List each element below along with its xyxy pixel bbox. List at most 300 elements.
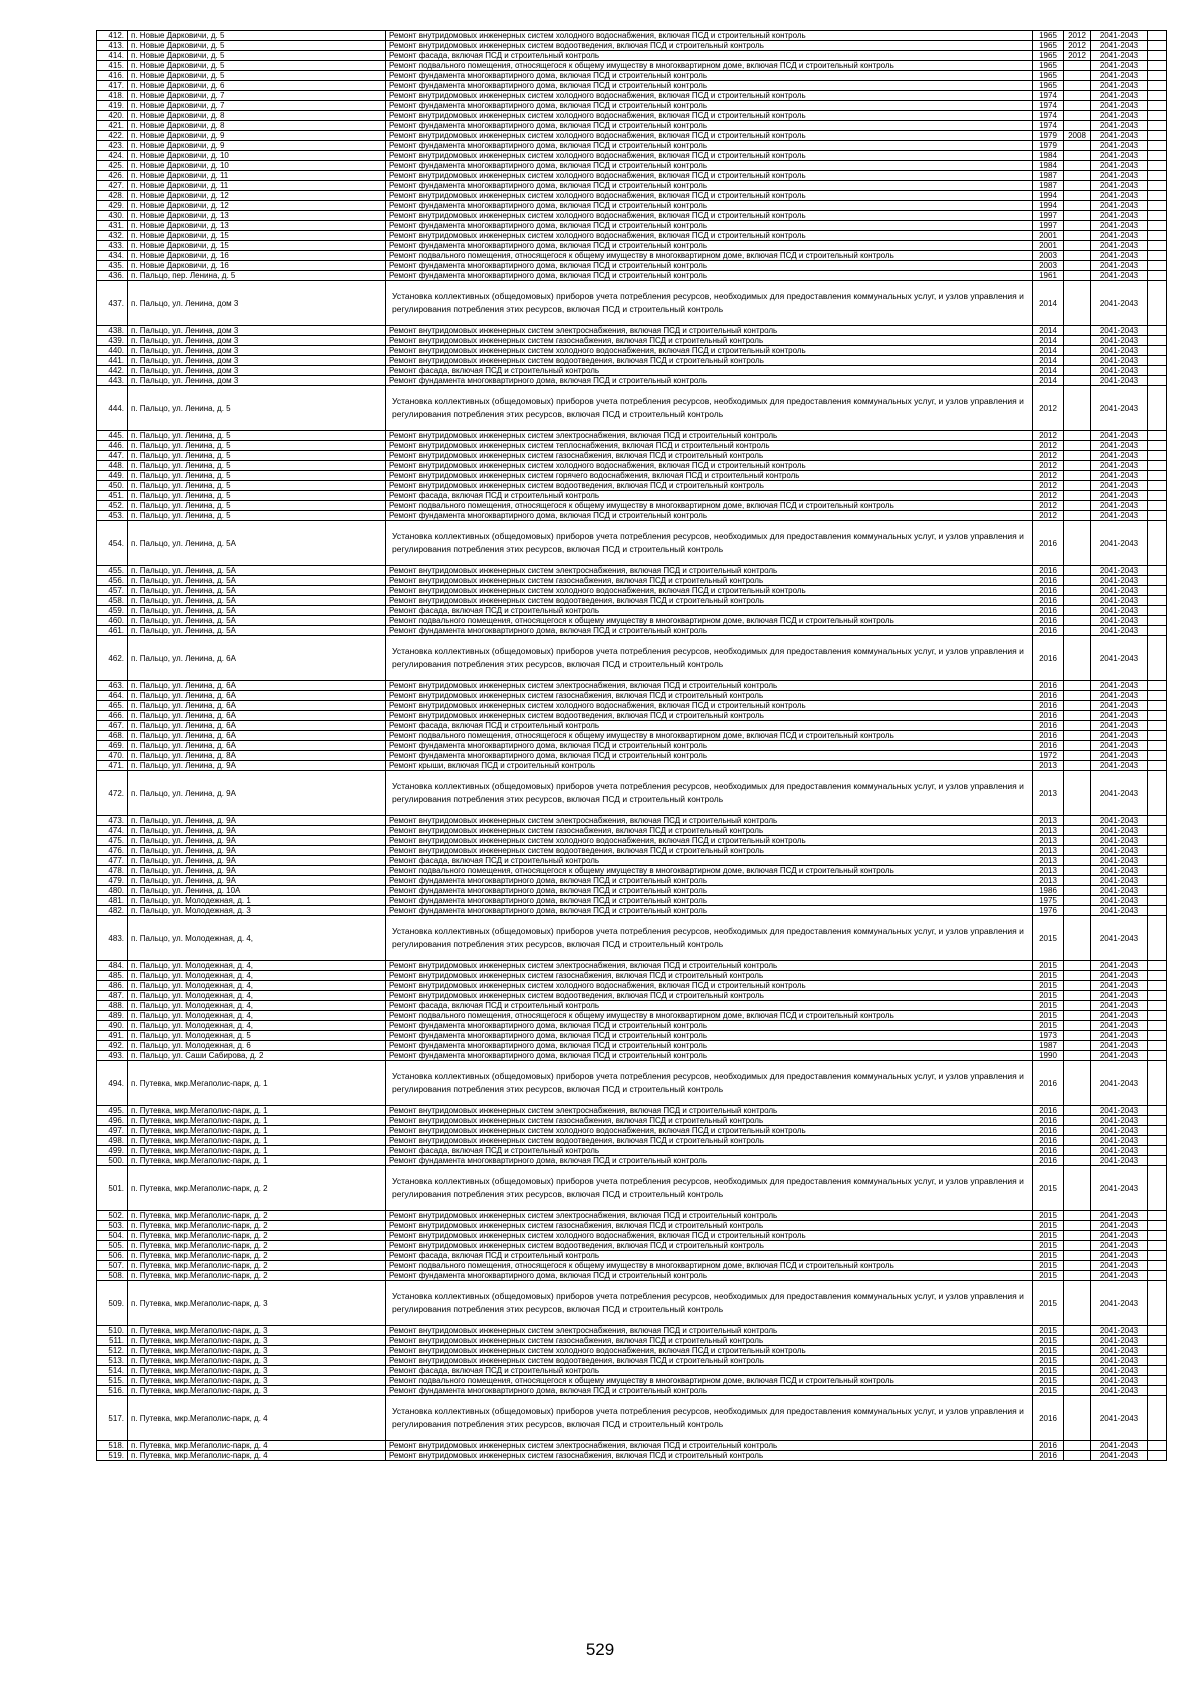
row-number-cell: 455.: [97, 566, 128, 576]
planned-period-cell: 2041-2043: [1091, 441, 1148, 451]
planned-period-cell: 2041-2043: [1091, 596, 1148, 606]
planned-period-cell: 2041-2043: [1091, 81, 1148, 91]
address-cell: п. Путевка, мкр.Мегаполис-парк, д. 2: [128, 1231, 386, 1241]
table-row: [97, 971, 1167, 981]
work-type-cell: Ремонт внутридомовых инженерных систем холодного водоснабжения, включая ПСД и строительный контроль: [386, 171, 1033, 181]
row-number-cell: 448.: [97, 461, 128, 471]
row-number-cell: 495.: [97, 1106, 128, 1116]
last-repair-year-cell: [1064, 101, 1091, 111]
empty-cell: [1148, 491, 1167, 501]
planned-period-cell: 2041-2043: [1091, 211, 1148, 221]
row-number-cell: 493.: [97, 1051, 128, 1061]
work-type-cell: Ремонт внутридомовых инженерных систем газоснабжения, включая ПСД и строительный контроль: [386, 1221, 1033, 1231]
build-year-cell: 2016: [1033, 1156, 1064, 1166]
table-row: [97, 636, 1167, 681]
last-repair-year-cell: [1064, 61, 1091, 71]
last-repair-year-cell: 2008: [1064, 131, 1091, 141]
address-cell: п. Пальцо, ул. Ленина, д. 5А: [128, 596, 386, 606]
planned-period-cell: 2041-2043: [1091, 241, 1148, 251]
last-repair-year-cell: [1064, 711, 1091, 721]
table-row: [97, 1261, 1167, 1271]
address-cell: п. Пальцо, ул. Ленина, дом 3: [128, 336, 386, 346]
work-type-cell: Установка коллективных (общедомовых) приборов учета потребления ресурсов, необходимых для предоставления коммунальных услуг, и узлов управления и регулирования потребления этих ресурсов, включая ПСД и строительный контроль: [386, 521, 1033, 566]
last-repair-year-cell: [1064, 1146, 1091, 1156]
address-cell: п. Пальцо, ул. Ленина, дом 3: [128, 356, 386, 366]
last-repair-year-cell: [1064, 1221, 1091, 1231]
work-type-cell: Ремонт фундамента многоквартирного дома, включая ПСД и строительный контроль: [386, 376, 1033, 386]
work-type-cell: Ремонт фундамента многоквартирного дома, включая ПСД и строительный контроль: [386, 876, 1033, 886]
row-number-cell: 505.: [97, 1241, 128, 1251]
work-type-cell: Ремонт подвального помещения, относящегося к общему имуществу в многоквартирном доме, включая ПСД и строительный контроль: [386, 866, 1033, 876]
address-cell: п. Пальцо, ул. Ленина, д. 5: [128, 461, 386, 471]
table-row: [97, 1346, 1167, 1356]
last-repair-year-cell: [1064, 1031, 1091, 1041]
table-row: [97, 51, 1167, 61]
address-cell: п. Новые Дарковичи, д. 8: [128, 121, 386, 131]
table-row: [97, 491, 1167, 501]
planned-period-cell: 2041-2043: [1091, 1041, 1148, 1051]
table-row: [97, 461, 1167, 471]
address-cell: п. Новые Дарковичи, д. 7: [128, 91, 386, 101]
last-repair-year-cell: [1064, 586, 1091, 596]
empty-cell: [1148, 906, 1167, 916]
last-repair-year-cell: [1064, 971, 1091, 981]
planned-period-cell: 2041-2043: [1091, 1106, 1148, 1116]
address-cell: п. Пальцо, ул. Ленина, дом 3: [128, 366, 386, 376]
planned-period-cell: 2041-2043: [1091, 346, 1148, 356]
planned-period-cell: 2041-2043: [1091, 181, 1148, 191]
last-repair-year-cell: [1064, 1166, 1091, 1211]
build-year-cell: 2015: [1033, 1261, 1064, 1271]
table-row: [97, 866, 1167, 876]
row-number-cell: 497.: [97, 1126, 128, 1136]
table-row: [97, 731, 1167, 741]
planned-period-cell: 2041-2043: [1091, 51, 1148, 61]
work-type-cell: Ремонт внутридомовых инженерных систем теплоснабжения, включая ПСД и строительный контроль: [386, 441, 1033, 451]
last-repair-year-cell: [1064, 151, 1091, 161]
row-number-cell: 436.: [97, 271, 128, 281]
row-number-cell: 486.: [97, 981, 128, 991]
address-cell: п. Путевка, мкр.Мегаполис-парк, д. 2: [128, 1211, 386, 1221]
planned-period-cell: 2041-2043: [1091, 741, 1148, 751]
address-cell: п. Пальцо, ул. Ленина, д. 9А: [128, 876, 386, 886]
address-cell: п. Новые Дарковичи, д. 16: [128, 261, 386, 271]
last-repair-year-cell: [1064, 596, 1091, 606]
build-year-cell: 2001: [1033, 231, 1064, 241]
build-year-cell: 1987: [1033, 1041, 1064, 1051]
build-year-cell: 2016: [1033, 521, 1064, 566]
last-repair-year-cell: [1064, 366, 1091, 376]
row-number-cell: 510.: [97, 1326, 128, 1336]
empty-cell: [1148, 711, 1167, 721]
empty-cell: [1148, 1031, 1167, 1041]
build-year-cell: 2016: [1033, 731, 1064, 741]
planned-period-cell: 2041-2043: [1091, 916, 1148, 961]
address-cell: п. Путевка, мкр.Мегаполис-парк, д. 1: [128, 1061, 386, 1106]
address-cell: п. Новые Дарковичи, д. 7: [128, 101, 386, 111]
work-type-cell: Ремонт внутридомовых инженерных систем холодного водоснабжения, включая ПСД и строительный контроль: [386, 1346, 1033, 1356]
work-type-cell: Ремонт внутридомовых инженерных систем холодного водоснабжения, включая ПСД и строительный контроль: [386, 111, 1033, 121]
planned-period-cell: 2041-2043: [1091, 481, 1148, 491]
address-cell: п. Путевка, мкр.Мегаполис-парк, д. 1: [128, 1126, 386, 1136]
empty-cell: [1148, 1231, 1167, 1241]
work-type-cell: Ремонт внутридомовых инженерных систем водоотведения, включая ПСД и строительный контроль: [386, 1241, 1033, 1251]
row-number-cell: 478.: [97, 866, 128, 876]
table-row: [97, 91, 1167, 101]
row-number-cell: 506.: [97, 1251, 128, 1261]
last-repair-year-cell: 2012: [1064, 51, 1091, 61]
last-repair-year-cell: [1064, 1356, 1091, 1366]
table-row: [97, 916, 1167, 961]
row-number-cell: 472.: [97, 771, 128, 816]
planned-period-cell: 2041-2043: [1091, 491, 1148, 501]
address-cell: п. Пальцо, ул. Молодежная, д. 5: [128, 1031, 386, 1041]
address-cell: п. Путевка, мкр.Мегаполис-парк, д. 3: [128, 1346, 386, 1356]
address-cell: п. Пальцо, ул. Ленина, д. 9А: [128, 761, 386, 771]
build-year-cell: 2016: [1033, 1136, 1064, 1146]
row-number-cell: 464.: [97, 691, 128, 701]
empty-cell: [1148, 241, 1167, 251]
address-cell: п. Новые Дарковичи, д. 15: [128, 241, 386, 251]
work-type-cell: Ремонт подвального помещения, относящегося к общему имуществу в многоквартирном доме, включая ПСД и строительный контроль: [386, 731, 1033, 741]
planned-period-cell: 2041-2043: [1091, 1376, 1148, 1386]
table-row: [97, 1126, 1167, 1136]
table-row: [97, 501, 1167, 511]
empty-cell: [1148, 916, 1167, 961]
empty-cell: [1148, 1166, 1167, 1211]
row-number-cell: 468.: [97, 731, 128, 741]
row-number-cell: 449.: [97, 471, 128, 481]
build-year-cell: 2016: [1033, 636, 1064, 681]
address-cell: п. Пальцо, ул. Ленина, д. 5: [128, 481, 386, 491]
last-repair-year-cell: [1064, 751, 1091, 761]
address-cell: п. Путевка, мкр.Мегаполис-парк, д. 3: [128, 1376, 386, 1386]
planned-period-cell: 2041-2043: [1091, 31, 1148, 41]
address-cell: п. Путевка, мкр.Мегаполис-парк, д. 2: [128, 1221, 386, 1231]
empty-cell: [1148, 836, 1167, 846]
table-row: [97, 1051, 1167, 1061]
last-repair-year-cell: [1064, 856, 1091, 866]
build-year-cell: 1965: [1033, 41, 1064, 51]
table-row: [97, 691, 1167, 701]
build-year-cell: 1974: [1033, 111, 1064, 121]
build-year-cell: 2015: [1033, 1011, 1064, 1021]
address-cell: п. Пальцо, ул. Ленина, д. 6А: [128, 636, 386, 681]
planned-period-cell: 2041-2043: [1091, 1326, 1148, 1336]
table-row: [97, 1251, 1167, 1261]
last-repair-year-cell: [1064, 356, 1091, 366]
last-repair-year-cell: [1064, 681, 1091, 691]
table-row: [97, 961, 1167, 971]
row-number-cell: 430.: [97, 211, 128, 221]
table-row: [97, 906, 1167, 916]
build-year-cell: 2003: [1033, 251, 1064, 261]
planned-period-cell: 2041-2043: [1091, 636, 1148, 681]
table-row: [97, 1386, 1167, 1396]
work-type-cell: Ремонт фундамента многоквартирного дома, включая ПСД и строительный контроль: [386, 1021, 1033, 1031]
empty-cell: [1148, 386, 1167, 431]
last-repair-year-cell: [1064, 451, 1091, 461]
table-row: [97, 121, 1167, 131]
row-number-cell: 427.: [97, 181, 128, 191]
last-repair-year-cell: [1064, 886, 1091, 896]
address-cell: п. Путевка, мкр.Мегаполис-парк, д. 3: [128, 1336, 386, 1346]
row-number-cell: 475.: [97, 836, 128, 846]
work-type-cell: Установка коллективных (общедомовых) приборов учета потребления ресурсов, необходимых для предоставления коммунальных услуг, и узлов управления и регулирования потребления этих ресурсов, включая ПСД и строительный контроль: [386, 636, 1033, 681]
address-cell: п. Пальцо, ул. Ленина, д. 9А: [128, 866, 386, 876]
address-cell: п. Пальцо, ул. Ленина, д. 5А: [128, 586, 386, 596]
work-type-cell: Ремонт фундамента многоквартирного дома, включая ПСД и строительный контроль: [386, 626, 1033, 636]
build-year-cell: 2015: [1033, 1356, 1064, 1366]
last-repair-year-cell: [1064, 1366, 1091, 1376]
work-type-cell: Ремонт внутридомовых инженерных систем холодного водоснабжения, включая ПСД и строительный контроль: [386, 1126, 1033, 1136]
address-cell: п. Путевка, мкр.Мегаполис-парк, д. 1: [128, 1146, 386, 1156]
planned-period-cell: 2041-2043: [1091, 41, 1148, 51]
table-body: [97, 31, 1167, 1461]
row-number-cell: 416.: [97, 71, 128, 81]
empty-cell: [1148, 1356, 1167, 1366]
work-type-cell: Ремонт фундамента многоквартирного дома, включая ПСД и строительный контроль: [386, 141, 1033, 151]
planned-period-cell: 2041-2043: [1091, 151, 1148, 161]
last-repair-year-cell: [1064, 1326, 1091, 1336]
table-row: [97, 326, 1167, 336]
address-cell: п. Новые Дарковичи, д. 9: [128, 131, 386, 141]
planned-period-cell: 2041-2043: [1091, 876, 1148, 886]
row-number-cell: 452.: [97, 501, 128, 511]
empty-cell: [1148, 816, 1167, 826]
address-cell: п. Пальцо, ул. Молодежная, д. 4,: [128, 1021, 386, 1031]
address-cell: п. Пальцо, ул. Ленина, д. 5: [128, 431, 386, 441]
build-year-cell: 2013: [1033, 771, 1064, 816]
work-type-cell: Ремонт фундамента многоквартирного дома, включая ПСД и строительный контроль: [386, 1051, 1033, 1061]
work-type-cell: Ремонт внутридомовых инженерных систем водоотведения, включая ПСД и строительный контроль: [386, 356, 1033, 366]
table-row: [97, 761, 1167, 771]
row-number-cell: 469.: [97, 741, 128, 751]
work-type-cell: Ремонт фасада, включая ПСД и строительный контроль: [386, 366, 1033, 376]
last-repair-year-cell: [1064, 1106, 1091, 1116]
table-row: [97, 1211, 1167, 1221]
work-type-cell: Ремонт фасада, включая ПСД и строительный контроль: [386, 1146, 1033, 1156]
build-year-cell: 2013: [1033, 876, 1064, 886]
last-repair-year-cell: [1064, 241, 1091, 251]
last-repair-year-cell: [1064, 1281, 1091, 1326]
table-row: [97, 606, 1167, 616]
row-number-cell: 489.: [97, 1011, 128, 1021]
build-year-cell: 2012: [1033, 461, 1064, 471]
build-year-cell: 2016: [1033, 1106, 1064, 1116]
table-row: [97, 1041, 1167, 1051]
table-row: [97, 171, 1167, 181]
planned-period-cell: 2041-2043: [1091, 606, 1148, 616]
planned-period-cell: 2041-2043: [1091, 616, 1148, 626]
planned-period-cell: 2041-2043: [1091, 1451, 1148, 1461]
work-type-cell: Установка коллективных (общедомовых) приборов учета потребления ресурсов, необходимых для предоставления коммунальных услуг, и узлов управления и регулирования потребления этих ресурсов, включая ПСД и строительный контроль: [386, 1166, 1033, 1211]
table-row: [97, 771, 1167, 816]
last-repair-year-cell: [1064, 1156, 1091, 1166]
planned-period-cell: 2041-2043: [1091, 846, 1148, 856]
build-year-cell: 2015: [1033, 1166, 1064, 1211]
row-number-cell: 507.: [97, 1261, 128, 1271]
build-year-cell: 2016: [1033, 626, 1064, 636]
work-type-cell: Ремонт подвального помещения, относящегося к общему имуществу в многоквартирном доме, включая ПСД и строительный контроль: [386, 501, 1033, 511]
row-number-cell: 451.: [97, 491, 128, 501]
last-repair-year-cell: [1064, 1346, 1091, 1356]
last-repair-year-cell: [1064, 386, 1091, 431]
table-row: [97, 451, 1167, 461]
work-type-cell: Ремонт внутридомовых инженерных систем газоснабжения, включая ПСД и строительный контроль: [386, 826, 1033, 836]
planned-period-cell: 2041-2043: [1091, 576, 1148, 586]
row-number-cell: 474.: [97, 826, 128, 836]
empty-cell: [1148, 1451, 1167, 1461]
row-number-cell: 476.: [97, 846, 128, 856]
build-year-cell: 2014: [1033, 326, 1064, 336]
build-year-cell: 2012: [1033, 451, 1064, 461]
address-cell: п. Пальцо, ул. Ленина, д. 5А: [128, 521, 386, 566]
row-number-cell: 516.: [97, 1386, 128, 1396]
table-row: [97, 1396, 1167, 1441]
last-repair-year-cell: [1064, 981, 1091, 991]
address-cell: п. Пальцо, ул. Ленина, д. 9А: [128, 826, 386, 836]
table-row: [97, 711, 1167, 721]
table-row: [97, 1106, 1167, 1116]
work-type-cell: Ремонт внутридомовых инженерных систем газоснабжения, включая ПСД и строительный контроль: [386, 1336, 1033, 1346]
planned-period-cell: 2041-2043: [1091, 91, 1148, 101]
planned-period-cell: 2041-2043: [1091, 1261, 1148, 1271]
empty-cell: [1148, 771, 1167, 816]
work-type-cell: Ремонт фасада, включая ПСД и строительный контроль: [386, 491, 1033, 501]
last-repair-year-cell: [1064, 991, 1091, 1001]
table-row: [97, 816, 1167, 826]
table-row: [97, 1116, 1167, 1126]
address-cell: п. Новые Дарковичи, д. 5: [128, 31, 386, 41]
build-year-cell: 2016: [1033, 566, 1064, 576]
table-row: [97, 431, 1167, 441]
build-year-cell: 2016: [1033, 616, 1064, 626]
address-cell: п. Путевка, мкр.Мегаполис-парк, д. 2: [128, 1261, 386, 1271]
build-year-cell: 1984: [1033, 161, 1064, 171]
build-year-cell: 2015: [1033, 1001, 1064, 1011]
work-type-cell: Ремонт фасада, включая ПСД и строительный контроль: [386, 1001, 1033, 1011]
table-row: [97, 566, 1167, 576]
last-repair-year-cell: [1064, 471, 1091, 481]
empty-cell: [1148, 1106, 1167, 1116]
work-type-cell: Ремонт подвального помещения, относящегося к общему имуществу в многоквартирном доме, включая ПСД и строительный контроль: [386, 251, 1033, 261]
work-type-cell: Ремонт внутридомовых инженерных систем холодного водоснабжения, включая ПСД и строительный контроль: [386, 191, 1033, 201]
address-cell: п. Пальцо, ул. Молодежная, д. 4,: [128, 961, 386, 971]
work-type-cell: Ремонт фундамента многоквартирного дома, включая ПСД и строительный контроль: [386, 241, 1033, 251]
table-row: [97, 71, 1167, 81]
build-year-cell: 2012: [1033, 481, 1064, 491]
table-row: [97, 261, 1167, 271]
build-year-cell: 2012: [1033, 471, 1064, 481]
build-year-cell: 1961: [1033, 271, 1064, 281]
last-repair-year-cell: [1064, 566, 1091, 576]
last-repair-year-cell: [1064, 1241, 1091, 1251]
empty-cell: [1148, 606, 1167, 616]
empty-cell: [1148, 876, 1167, 886]
empty-cell: [1148, 336, 1167, 346]
work-type-cell: Ремонт внутридомовых инженерных систем газоснабжения, включая ПСД и строительный контроль: [386, 451, 1033, 461]
planned-period-cell: 2041-2043: [1091, 1346, 1148, 1356]
address-cell: п. Пальцо, ул. Ленина, д. 6А: [128, 721, 386, 731]
table-row: [97, 681, 1167, 691]
work-type-cell: Ремонт внутридомовых инженерных систем газоснабжения, включая ПСД и строительный контроль: [386, 971, 1033, 981]
planned-period-cell: 2041-2043: [1091, 1441, 1148, 1451]
table-row: [97, 1281, 1167, 1326]
last-repair-year-cell: [1064, 866, 1091, 876]
row-number-cell: 482.: [97, 906, 128, 916]
table-row: [97, 1031, 1167, 1041]
table-row: [97, 141, 1167, 151]
last-repair-year-cell: [1064, 896, 1091, 906]
build-year-cell: 1987: [1033, 181, 1064, 191]
work-type-cell: Ремонт фундамента многоквартирного дома, включая ПСД и строительный контроль: [386, 511, 1033, 521]
address-cell: п. Пальцо, ул. Ленина, д. 6А: [128, 681, 386, 691]
row-number-cell: 415.: [97, 61, 128, 71]
table-row: [97, 111, 1167, 121]
empty-cell: [1148, 701, 1167, 711]
empty-cell: [1148, 431, 1167, 441]
address-cell: п. Пальцо, ул. Ленина, д. 9А: [128, 771, 386, 816]
table-row: [97, 1166, 1167, 1211]
last-repair-year-cell: [1064, 441, 1091, 451]
row-number-cell: 459.: [97, 606, 128, 616]
table-row: [97, 31, 1167, 41]
address-cell: п. Пальцо, ул. Молодежная, д. 1: [128, 896, 386, 906]
last-repair-year-cell: [1064, 521, 1091, 566]
row-number-cell: 508.: [97, 1271, 128, 1281]
empty-cell: [1148, 471, 1167, 481]
table-row: [97, 161, 1167, 171]
build-year-cell: 2016: [1033, 1061, 1064, 1106]
empty-cell: [1148, 1051, 1167, 1061]
table-row: [97, 441, 1167, 451]
row-number-cell: 504.: [97, 1231, 128, 1241]
last-repair-year-cell: [1064, 251, 1091, 261]
empty-cell: [1148, 141, 1167, 151]
last-repair-year-cell: [1064, 221, 1091, 231]
row-number-cell: 454.: [97, 521, 128, 566]
work-type-cell: Ремонт фасада, включая ПСД и строительный контроль: [386, 51, 1033, 61]
empty-cell: [1148, 616, 1167, 626]
work-type-cell: Ремонт фундамента многоквартирного дома, включая ПСД и строительный контроль: [386, 161, 1033, 171]
work-type-cell: Ремонт внутридомовых инженерных систем горячего водоснабжения, включая ПСД и строительный контроль: [386, 471, 1033, 481]
build-year-cell: 2015: [1033, 1221, 1064, 1231]
address-cell: п. Пальцо, ул. Ленина, д. 5А: [128, 616, 386, 626]
work-type-cell: Ремонт внутридомовых инженерных систем холодного водоснабжения, включая ПСД и строительный контроль: [386, 151, 1033, 161]
table-row: [97, 471, 1167, 481]
build-year-cell: 2003: [1033, 261, 1064, 271]
table-row: [97, 701, 1167, 711]
planned-period-cell: 2041-2043: [1091, 691, 1148, 701]
work-type-cell: Ремонт внутридомовых инженерных систем электроснабжения, включая ПСД и строительный контроль: [386, 326, 1033, 336]
table-row: [97, 1451, 1167, 1461]
planned-period-cell: 2041-2043: [1091, 906, 1148, 916]
address-cell: п. Новые Дарковичи, д. 12: [128, 191, 386, 201]
address-cell: п. Пальцо, ул. Молодежная, д. 4,: [128, 916, 386, 961]
build-year-cell: 1965: [1033, 81, 1064, 91]
planned-period-cell: 2041-2043: [1091, 1221, 1148, 1231]
empty-cell: [1148, 356, 1167, 366]
table-row: [97, 1356, 1167, 1366]
row-number-cell: 439.: [97, 336, 128, 346]
last-repair-year-cell: [1064, 916, 1091, 961]
build-year-cell: 1973: [1033, 1031, 1064, 1041]
last-repair-year-cell: [1064, 141, 1091, 151]
work-type-cell: Ремонт внутридомовых инженерных систем электроснабжения, включая ПСД и строительный контроль: [386, 1211, 1033, 1221]
address-cell: п. Пальцо, ул. Ленина, д. 9А: [128, 816, 386, 826]
address-cell: п. Путевка, мкр.Мегаполис-парк, д. 1: [128, 1106, 386, 1116]
